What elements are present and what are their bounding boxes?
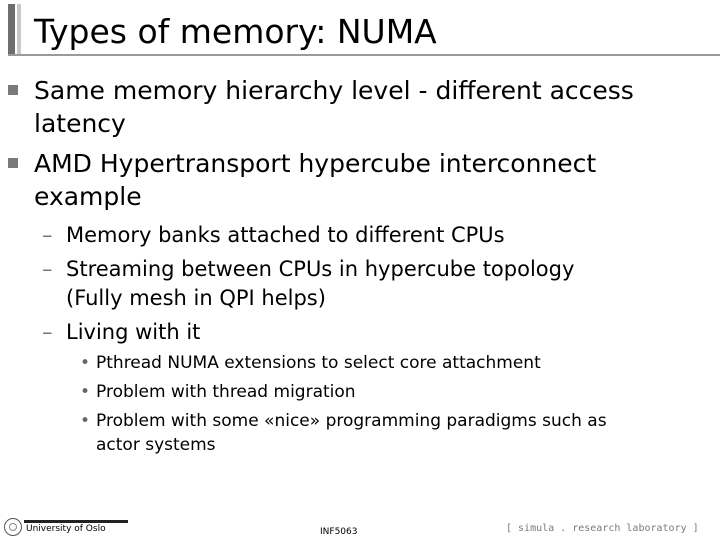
sub-bullet-line: Living with it — [66, 320, 201, 344]
bullet-line: latency — [34, 109, 126, 138]
dot-bullet-icon: • — [80, 411, 91, 431]
sub-bullet-line: Streaming between CPUs in hypercube topology — [66, 257, 575, 281]
dot-bullet-icon: • — [80, 353, 91, 373]
sub-sub-bullet-line: Problem with some «nice» programming paradigms such as — [96, 411, 607, 431]
university-seal-icon — [4, 518, 22, 536]
footer-simula-logo: [ simula . research laboratory ] — [506, 523, 699, 534]
dot-bullet-icon: • — [80, 382, 91, 402]
dash-bullet-icon: – — [42, 257, 53, 281]
title-accent-bar-light — [17, 4, 21, 56]
dash-bullet-icon: – — [42, 320, 53, 344]
sub-sub-bullet-line: Pthread NUMA extensions to select core attachment — [96, 353, 541, 373]
dash-bullet-icon: – — [42, 223, 53, 247]
sub-sub-bullet-line: Problem with thread migration — [96, 382, 356, 402]
sub-bullet-line: Memory banks attached to different CPUs — [66, 223, 505, 247]
sub-bullet-line: (Fully mesh in QPI helps) — [66, 286, 326, 310]
bullet-line: example — [34, 182, 142, 211]
title-accent-bar-dark — [8, 4, 15, 56]
bullet-square-icon — [8, 158, 18, 168]
sub-sub-bullet-line: actor systems — [96, 435, 216, 455]
footer-course-code: INF5063 — [320, 527, 358, 537]
bullet-line: AMD Hypertransport hypercube interconnect — [34, 149, 597, 178]
footer-university: University of Oslo — [26, 524, 106, 534]
title-divider — [8, 54, 720, 56]
bullet-line: Same memory hierarchy level - different access — [34, 76, 634, 105]
bullet-square-icon — [8, 85, 18, 95]
slide-title: Types of memory: NUMA — [34, 12, 437, 51]
